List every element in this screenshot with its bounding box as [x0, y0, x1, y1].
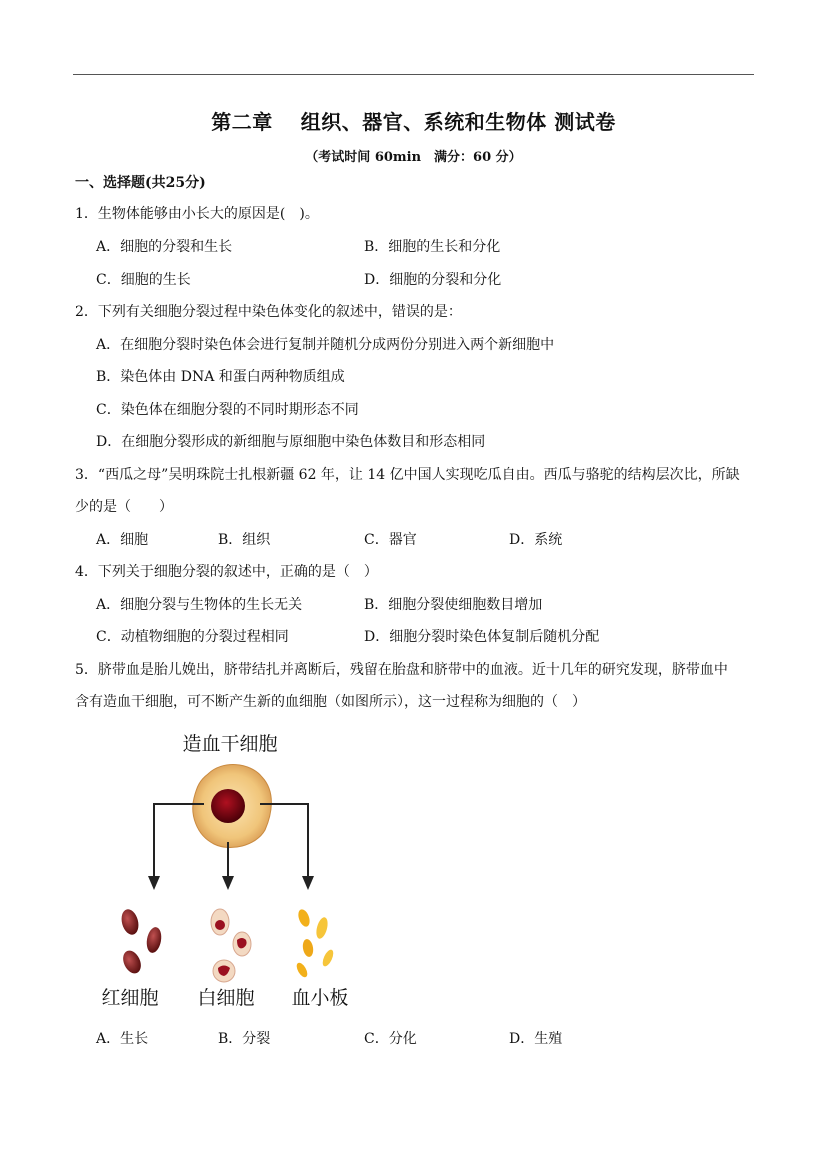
question-5-option-b: B．分裂	[218, 1031, 271, 1047]
stem-cell-label: 造血干细胞	[182, 733, 278, 755]
question-3-stem-line1: 3．“西瓜之母”吴明珠院士扎根新疆 62 年，让 14 亿中国人实现吃瓜自由。西瓜与骆驼的结构层次比，所缺	[75, 467, 740, 483]
question-4-stem: 4．下列关于细胞分裂的叙述中，正确的是（ ）	[75, 564, 378, 580]
question-4-option-c: C．动植物细胞的分裂过程相同	[96, 629, 289, 645]
platelet	[302, 938, 315, 957]
red-blood-cell	[120, 948, 145, 977]
title-topic: 组织、器官、系统和生物体 测试卷	[300, 110, 616, 134]
platelet-label: 血小板	[291, 987, 349, 1009]
question-4-option-a: A．细胞分裂与生物体的生长无关	[96, 597, 303, 613]
header-rule	[73, 74, 754, 75]
question-4-option-b: B．细胞分裂使细胞数目增加	[364, 597, 543, 613]
red-cell-label: 红细胞	[101, 987, 159, 1009]
blood-cell-diagram	[90, 722, 370, 1022]
question-3-option-b: B．组织	[218, 532, 271, 548]
question-2-option-d: D．在细胞分裂形成的新细胞与原细胞中染色体数目和形态相同	[96, 434, 486, 450]
question-3-option-c: C．器官	[364, 532, 417, 548]
question-3-stem-line2: 少的是（ ）	[75, 499, 173, 515]
red-blood-cell	[119, 907, 141, 936]
question-3-option-d: D．系统	[509, 532, 563, 548]
question-1-stem: 1．生物体能够由小长大的原因是( )。	[75, 206, 319, 222]
question-2-option-a: A．在细胞分裂时染色体会进行复制并随机分成两份分别进入两个新细胞中	[96, 337, 555, 353]
question-5-stem-line2: 含有造血干细胞，可不断产生新的血细胞（如图所示），这一过程称为细胞的（ ）	[75, 694, 586, 710]
question-2-stem: 2．下列有关细胞分裂过程中染色体变化的叙述中，错误的是：	[75, 304, 462, 320]
question-5-option-a: A．生长	[96, 1031, 149, 1047]
title-chapter: 第二章	[211, 110, 273, 134]
question-5-stem-line1: 5．脐带血是胎儿娩出，脐带结扎并离断后，残留在胎盘和脐带中的血液。近十几年的研究发现，脐带血中	[75, 662, 728, 678]
question-1-option-d: D．细胞的分裂和分化	[364, 272, 502, 288]
platelet	[321, 948, 336, 968]
question-2-option-b: B．染色体由 DNA 和蛋白两种物质组成	[96, 369, 345, 385]
arrow-right-head	[302, 876, 314, 890]
stem-cell-nucleus	[211, 789, 245, 823]
exam-info: （考试时间 60min 满分：60 分）	[305, 150, 522, 165]
arrow-middle-head	[222, 876, 234, 890]
question-1-option-c: C．细胞的生长	[96, 272, 191, 288]
white-blood-cell-nucleus	[215, 920, 225, 930]
arrow-left-head	[148, 876, 160, 890]
platelet	[295, 961, 310, 979]
platelet	[314, 916, 329, 940]
page-title	[0, 106, 827, 135]
question-4-option-d: D．细胞分裂时染色体复制后随机分配	[364, 629, 600, 645]
question-5-option-d: D．生殖	[509, 1031, 563, 1047]
question-2-option-c: C．染色体在细胞分裂的不同时期形态不同	[96, 402, 359, 418]
question-1-option-a: A．细胞的分裂和生长	[96, 239, 233, 255]
question-5-option-c: C．分化	[364, 1031, 417, 1047]
red-blood-cell	[145, 926, 163, 954]
platelet	[296, 908, 312, 928]
section-heading: 一、选择题(共25分)	[75, 175, 206, 191]
question-3-option-a: A．细胞	[96, 532, 149, 548]
question-1-option-b: B．细胞的生长和分化	[364, 239, 501, 255]
white-cell-label: 白细胞	[197, 987, 255, 1009]
